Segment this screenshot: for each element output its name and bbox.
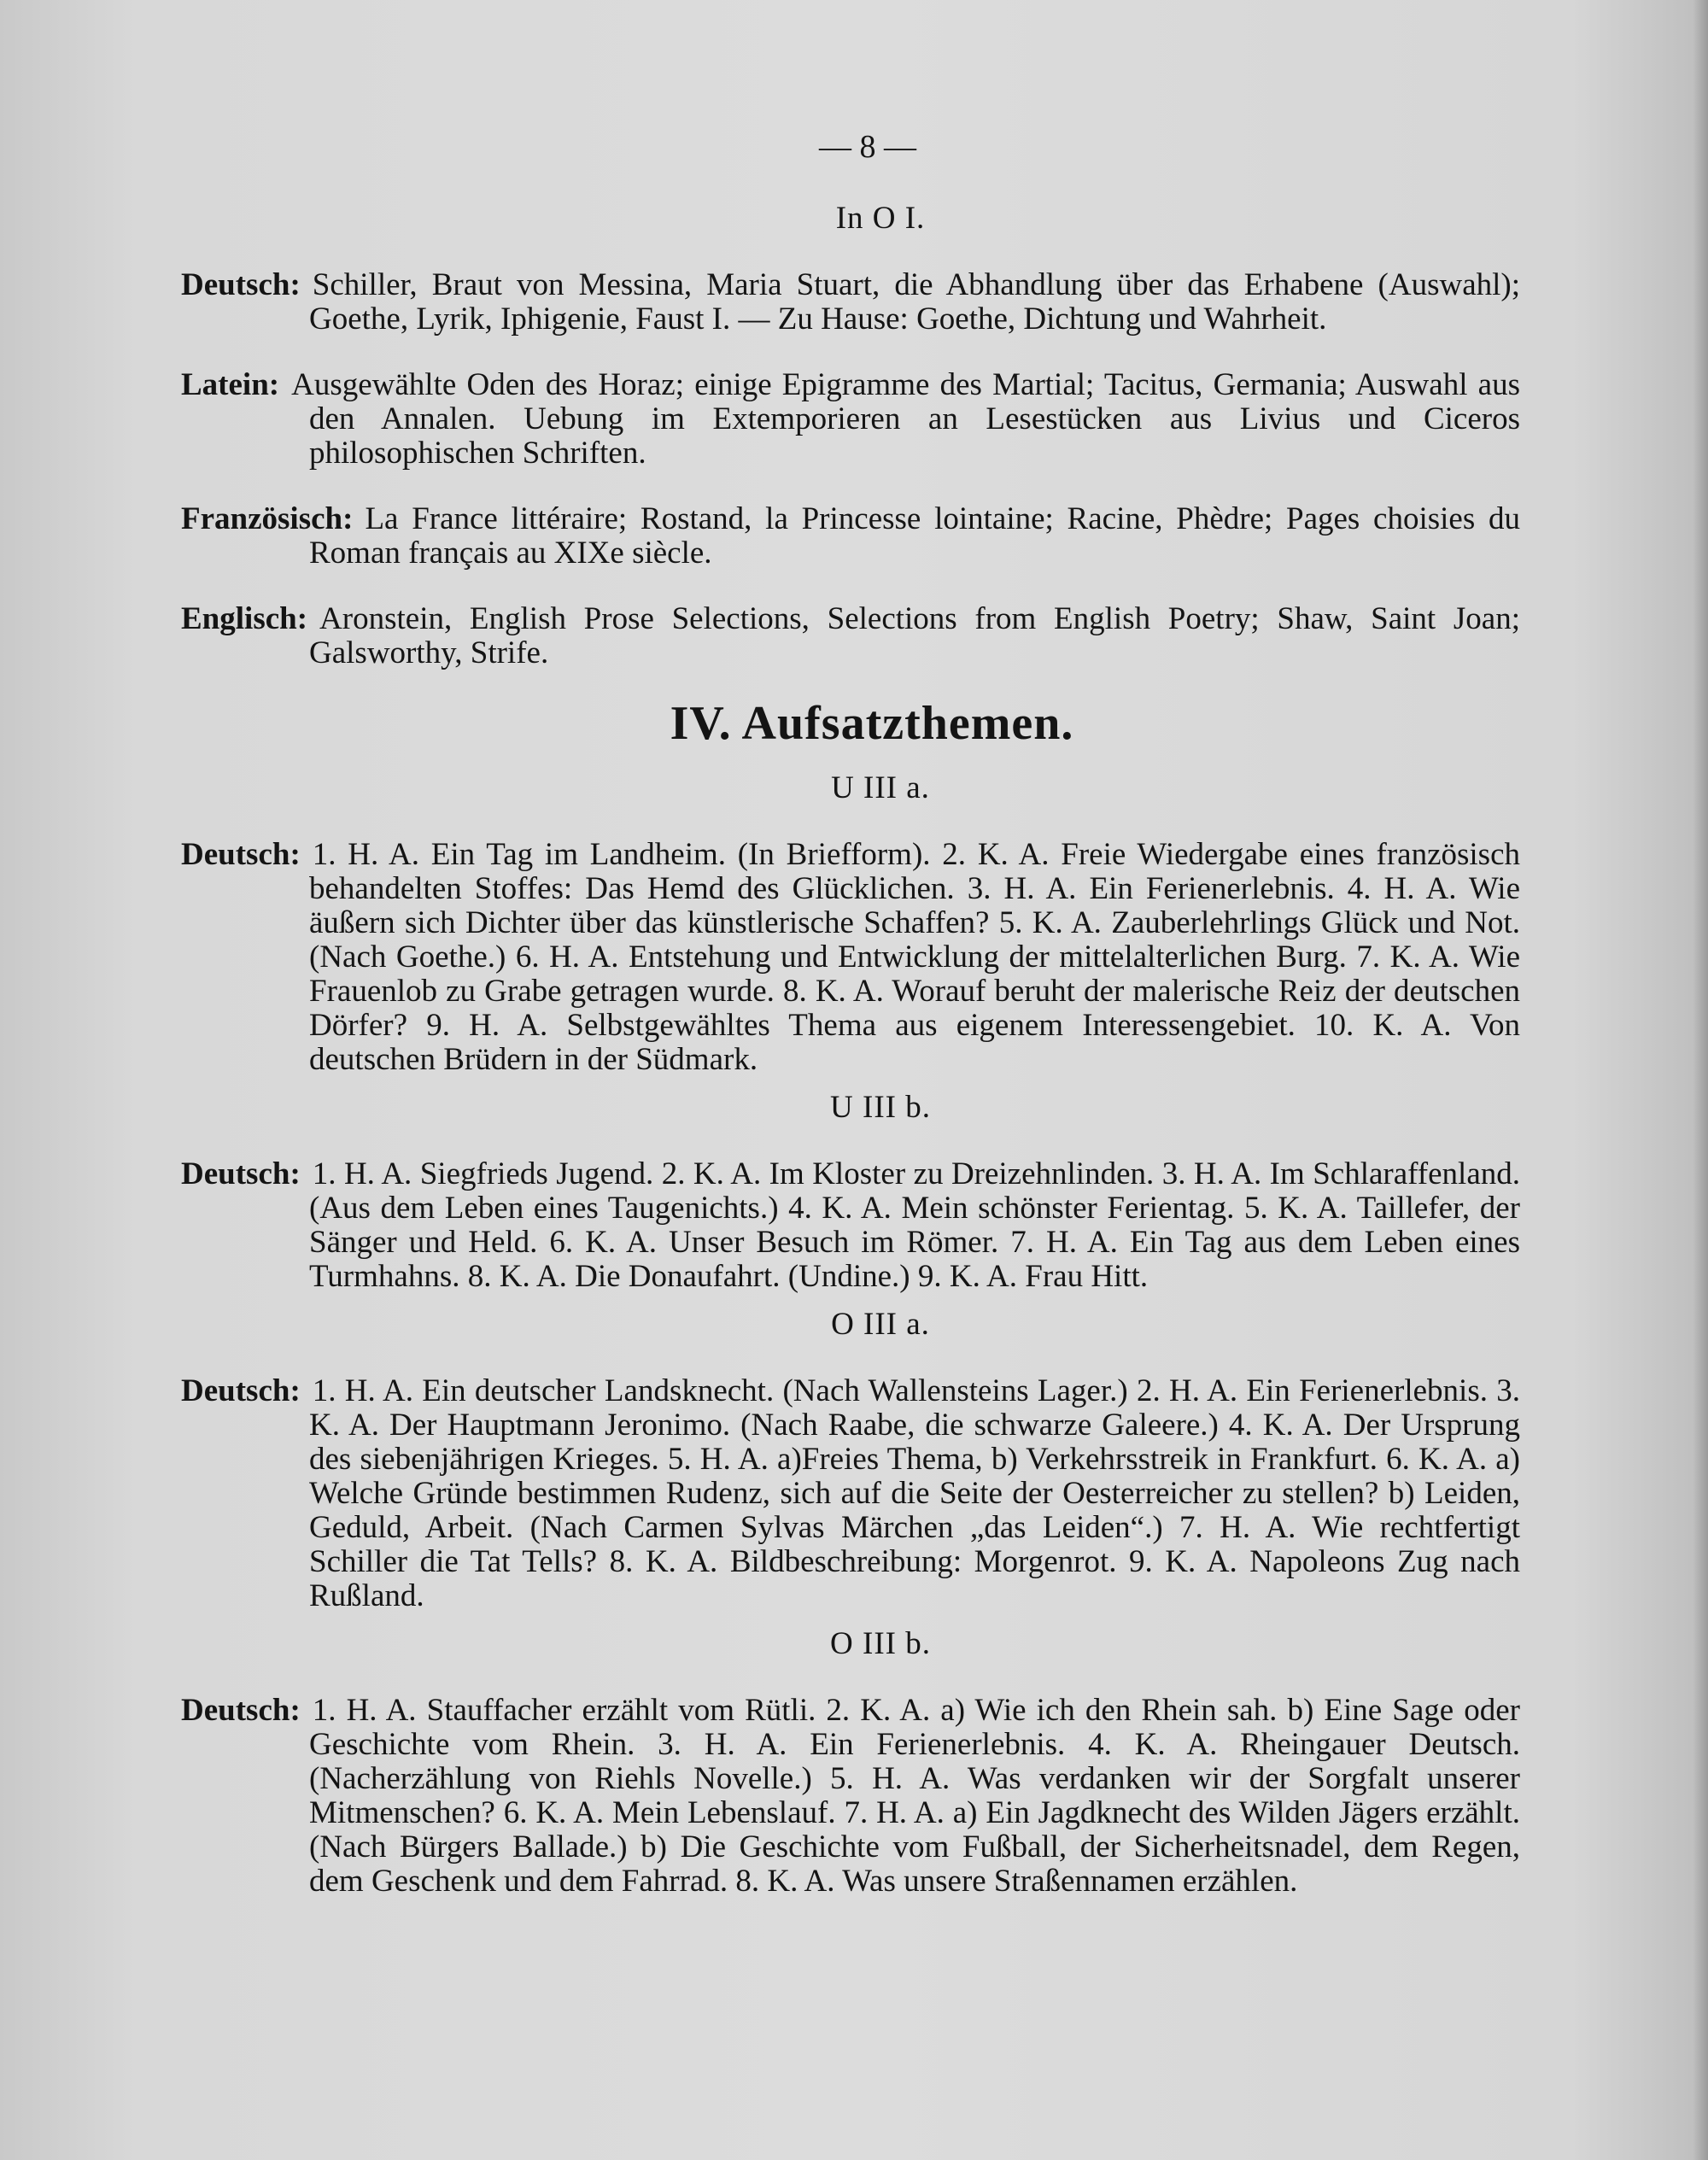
page-number: — 8 — <box>819 129 916 165</box>
essay-entry-u3a <box>181 838 1520 1077</box>
subject-label: Deutsch: <box>181 837 301 872</box>
class-heading-o1: In O I. <box>835 201 926 236</box>
entry-text: Schiller, Braut von Messina, Maria Stuart, die Abhandlung über das Erhabene (Auswahl); Goethe, Lyrik, Iphigenie, Faust I. — Zu Hause: Goethe, Dichtung und Wahrheit. <box>309 267 1520 337</box>
entry-text: 1. H. A. Ein Tag im Landheim. (In Briefform). 2. K. A. Freie Wiedergabe eines französisch behandelten Stoffes: Das Hemd des Glücklichen. 3. H. A. Ein Ferienerlebnis. 4. H. A. Wie äußern sich Dichter über das künstlerische Schaffen? 5. K. A. Zauberlehrlings Glück und Not. (Nach Goethe.) 6. H. A. Entstehung und Entwicklung der mittelalterlichen Burg. 7. K. A. Wie Frauenlob zu Grabe getragen wurde. 8. K. A. Worauf beruht der malerische Reiz der deutschen Dörfer? 9. H. A. Selbstgewähltes Thema aus eigenem Interessengebiet. 10. K. A. Von deutschen Brüdern in der Südmark. <box>309 837 1520 1077</box>
essay-entry-o3a <box>181 1374 1520 1613</box>
entry-text: La France littéraire; Rostand, la Princesse lointaine; Racine, Phèdre; Pages choisies du Roman français au XIXe siècle. <box>309 501 1520 571</box>
class-heading-u3b: U III b. <box>830 1090 931 1125</box>
reading-entry-englisch <box>181 602 1520 670</box>
subject-label: Französisch: <box>181 501 354 536</box>
subject-label: Deutsch: <box>181 1156 301 1191</box>
reading-entry-deutsch <box>181 268 1520 337</box>
entry-text: 1. H. A. Ein deutscher Landsknecht. (Nach Wallensteins Lager.) 2. H. A. Ein Ferienerlebnis. 3. K. A. Der Hauptmann Jeronimo. (Nach Raabe, die schwarze Galeere.) 4. K. A. Der Ursprung des siebenjährigen Krieges. 5. H. A. a)Freies Thema, b) Verkehrsstreik in Frankfurt. 6. K. A. a) Welche Gründe bestimmen Rudenz, sich auf die Seite der Oesterreicher zu stellen? b) Leiden, Geduld, Arbeit. (Nach Carmen Sylvas Märchen „das Leiden“.) 7. H. A. Wie rechtfertigt Schiller die Tat Tells? 8. K. A. Bildbeschreibung: Morgenrot. 9. K. A. Napoleons Zug nach Rußland. <box>309 1373 1520 1613</box>
class-heading-o3a: O III a. <box>831 1307 930 1342</box>
class-heading-o3b: O III b. <box>830 1626 931 1661</box>
section-title-aufsatzthemen: IV. Aufsatzthemen. <box>670 697 1074 750</box>
subject-label: Deutsch: <box>181 1693 301 1728</box>
entry-text: 1. H. A. Stauffacher erzählt vom Rütli. 2. K. A. a) Wie ich den Rhein sah. b) Eine Sage oder Geschichte vom Rhein. 3. H. A. Ein Ferienerlebnis. 4. K. A. Rheingauer Deutsch. (Nacherzählung von Riehls Novelle.) 5. H. A. Was verdanken wir der Sorgfalt unserer Mitmenschen? 6. K. A. Mein Lebenslauf. 7. H. A. a) Ein Jagdknecht des Wilden Jägers erzählt. (Nach Bürgers Ballade.) b) Die Geschichte vom Fußball, der Sicherheitsnadel, dem Regen, dem Geschenk und dem Fahrrad. 8. K. A. Was unsere Straßennamen erzählen. <box>309 1693 1520 1899</box>
essay-entry-o3b <box>181 1694 1520 1899</box>
page-content <box>181 128 1520 1907</box>
entry-text: Aronstein, English Prose Selections, Selections from English Poetry; Shaw, Saint Joan; Galsworthy, Strife. <box>309 601 1520 670</box>
subject-label: Deutsch: <box>181 1373 301 1408</box>
class-heading-u3a: U III a. <box>831 770 930 805</box>
entry-text: Ausgewählte Oden des Horaz; einige Epigramme des Martial; Tacitus, Germania; Auswahl aus den Annalen. Uebung im Extemporieren an Lesestücken aus Livius und Ciceros philosophischen Schriften. <box>291 367 1520 471</box>
subject-label: Latein: <box>181 367 280 402</box>
subject-label: Englisch: <box>181 601 308 636</box>
entry-text: 1. H. A. Siegfrieds Jugend. 2. K. A. Im Kloster zu Dreizehnlinden. 3. H. A. Im Schlaraffenland. (Aus dem Leben eines Taugenichts.) 4. K. A. Mein schönster Ferientag. 5. K. A. Taillefer, der Sänger und Held. 6. K. A. Unser Besuch im Römer. 7. H. A. Ein Tag aus dem Leben eines Turmhahns. 8. K. A. Die Donaufahrt. (Undine.) 9. K. A. Frau Hitt. <box>309 1156 1520 1294</box>
essay-entry-u3b <box>181 1157 1520 1294</box>
reading-entry-latein <box>181 368 1520 471</box>
reading-entry-franzoesisch <box>181 502 1520 571</box>
subject-label: Deutsch: <box>181 267 301 302</box>
